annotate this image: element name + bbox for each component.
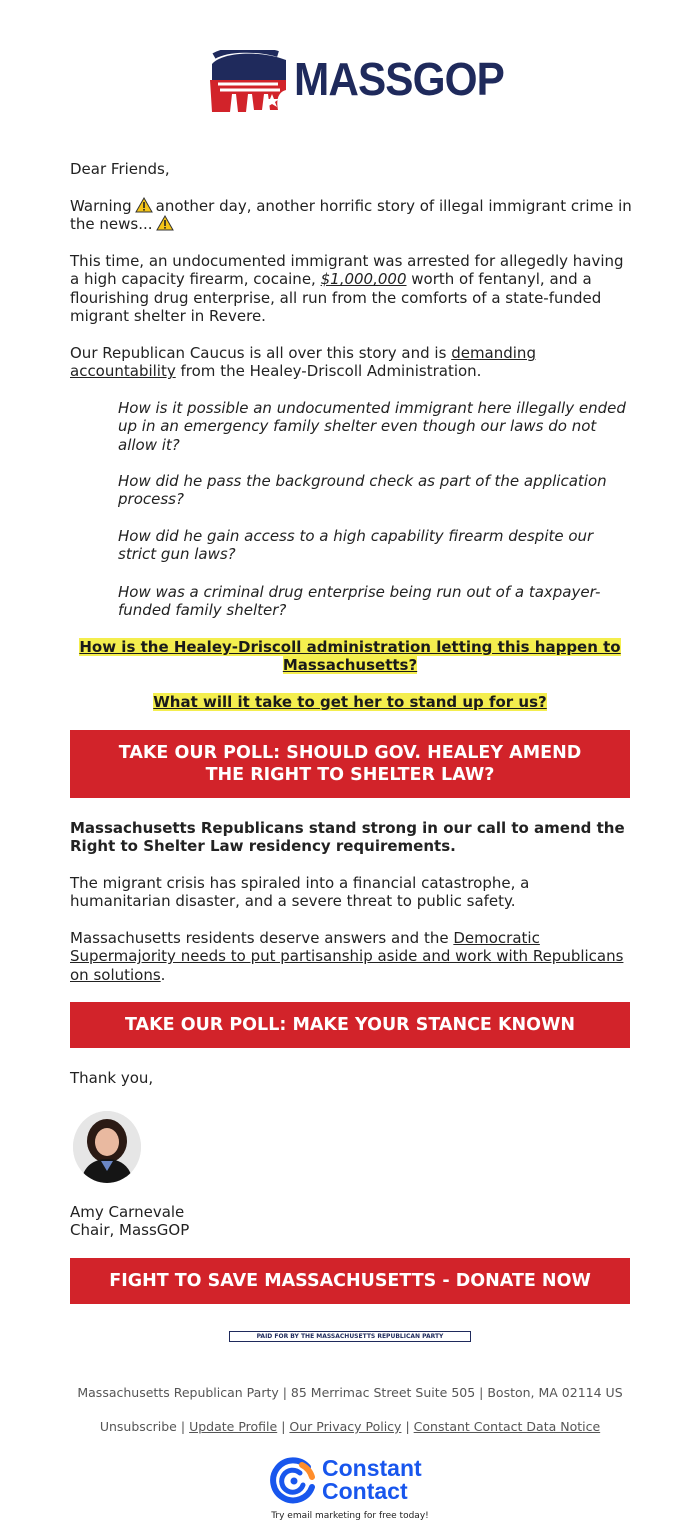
residents-paragraph: Massachusetts residents deserve answers and the Democratic Supermajority needs to put partisanship aside and work with Republicans on solutions.	[70, 929, 624, 984]
highlight-question-line2[interactable]: Massachusetts?	[282, 656, 418, 674]
paid-for-disclaimer: PAID FOR BY THE MASSACHUSETTS REPUBLICAN PARTY	[229, 1331, 471, 1342]
question-3: How did he gain access to a high capability firearm despite our strict gun laws?	[118, 527, 594, 564]
constant-contact-wordmark: Constant Contact	[322, 1455, 422, 1504]
money-link[interactable]: $1,000,000	[320, 270, 407, 289]
demanding-accountability-link[interactable]: demanding accountability	[70, 344, 536, 381]
question-4: How was a criminal drug enterprise being run out of a taxpayer-funded family shelter?	[118, 583, 601, 620]
poll-stance-button[interactable]: TAKE OUR POLL: MAKE YOUR STANCE KNOWN	[70, 1002, 630, 1048]
poll-amend-law-button[interactable]: TAKE OUR POLL: SHOULD GOV. HEALEY AMEND THE RIGHT TO SHELTER LAW?	[70, 730, 630, 798]
footer-address: Massachusetts Republican Party | 85 Merrimac Street Suite 505 | Boston, MA 02114 US	[77, 1385, 623, 1400]
bold-statement: Massachusetts Republicans stand strong in our call to amend the Right to Shelter Law residency requirements.	[70, 819, 625, 856]
caucus-paragraph: Our Republican Caucus is all over this story and is demanding accountability from the Healey-Driscoll Administration.	[70, 344, 536, 381]
donate-button[interactable]: FIGHT TO SAVE MASSACHUSETTS - DONATE NOW	[70, 1258, 630, 1304]
update-profile-link[interactable]: Update Profile	[189, 1419, 278, 1434]
democratic-supermajority-link[interactable]: Democratic Supermajority needs to put partisanship aside and work with Republicans on solutions	[70, 929, 624, 984]
signer-name: Amy Carnevale	[70, 1203, 185, 1221]
greeting: Dear Friends,	[70, 160, 170, 178]
avatar	[73, 1111, 141, 1183]
story-paragraph: This time, an undocumented immigrant was arrested for allegedly having a high capacity firearm, cocaine, $1,000,000 worth of fentanyl, and a flourishing drug enterprise, all run from the comforts of a state-funded migrant shelter in Revere.	[70, 252, 624, 325]
question-1: How is it possible an undocumented immigrant here illegally ended up in an emergency family shelter even though our laws do not allow it?	[118, 399, 626, 454]
highlight-question-2[interactable]: What will it take to get her to stand up for us?	[153, 693, 547, 711]
constant-contact-logo[interactable]	[270, 1456, 440, 1506]
data-notice-link[interactable]: Constant Contact Data Notice	[413, 1419, 601, 1434]
constant-contact-icon	[270, 1457, 318, 1505]
logo-wordmark: MASSGOP	[294, 53, 504, 105]
signer-title: Chair, MassGOP	[70, 1221, 190, 1239]
massgop-logo[interactable]	[208, 50, 504, 116]
crisis-paragraph: The migrant crisis has spiraled into a financial catastrophe, a humanitarian disaster, and a severe threat to public safety.	[70, 874, 530, 911]
warning-paragraph: Warning another day, another horrific story of illegal immigrant crime in the news...	[70, 197, 632, 234]
elephant-logo-icon	[208, 50, 292, 116]
question-2: How did he pass the background check as part of the application process?	[118, 472, 607, 509]
unsubscribe-link[interactable]: Unsubscribe	[99, 1419, 177, 1434]
signer-photo-icon	[73, 1111, 141, 1183]
warning-icon	[156, 215, 174, 231]
footer-links: Unsubscribe | Update Profile | Our Privacy Policy | Constant Contact Data Notice	[99, 1419, 601, 1434]
constant-contact-tagline[interactable]: Try email marketing for free today!	[271, 1511, 429, 1521]
warning-icon	[135, 197, 153, 213]
thank-you: Thank you,	[70, 1069, 154, 1087]
highlight-question-line1[interactable]: How is the Healey-Driscoll administration letting this happen to	[79, 638, 621, 656]
privacy-policy-link[interactable]: Our Privacy Policy	[289, 1419, 402, 1434]
